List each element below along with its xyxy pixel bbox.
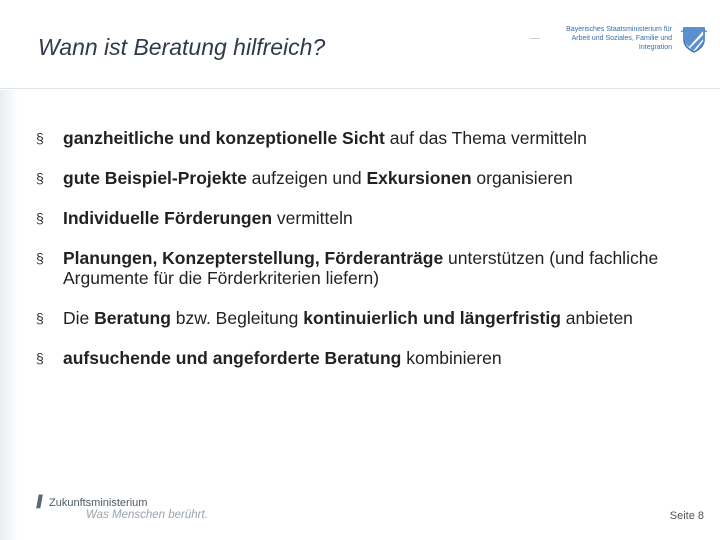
ministry-name-line2: Arbeit und Soziales, Familie und Integration [571,34,672,51]
bullet-item [36,248,686,288]
bullet-bold: gute Beispiel-Projekte [63,168,247,188]
bullet-text: anbieten [560,308,633,328]
bullet-item [36,348,686,368]
ministry-name-line1: Bayerisches Staatsministerium für [566,25,672,33]
bullet-item [36,168,686,188]
bavarian-coat-of-arms-icon [678,22,710,54]
bullet-text: vermitteln [272,208,353,228]
bullet-item [36,128,686,148]
page-number: Seite 8 [669,510,704,522]
bullet-item [36,208,686,228]
bullet-text: unterstützen (und fachliche Argumente für die Förderkriterien liefern) [63,248,659,288]
bullet-bold: Individuelle Förderungen [63,208,273,228]
zukunftsministerium-logo [36,492,216,522]
bullet-marker: § [36,170,44,186]
ministry-name [546,25,672,52]
bullet-bold: kontinuierlich und längerfristig [303,308,561,328]
logo-name: Zukunftsministerium [49,497,148,509]
bullet-text: organisieren [471,168,573,188]
bullet-bold: Planungen, Konzepterstellung, Förderanträge [63,248,444,268]
bullet-bold: Beratung [94,308,171,328]
bullet-text: kombinieren [401,348,502,368]
logo-slashes: // [36,492,41,512]
bullet-text: Die [63,308,95,328]
logo-divider [530,38,540,39]
bullet-marker: § [36,350,44,366]
bullet-marker: § [36,250,44,266]
slide-title: Wann ist Beratung hilfreich? [38,34,326,60]
left-edge-shade [0,90,18,540]
bullet-bold: Exkursionen [366,168,472,188]
bullet-list [36,128,686,368]
bullet-bold: ganzheitliche und konzeptionelle Sicht [63,128,385,148]
header-divider [0,88,720,89]
bullet-text: aufzeigen und [246,168,367,188]
bullet-marker: § [36,310,44,326]
logo-claim: Was Menschen berührt. [86,509,208,521]
bullet-text: bzw. Begleitung [170,308,304,328]
bullet-item [36,308,686,328]
bullet-marker: § [36,210,44,226]
bullet-text: auf das Thema vermitteln [384,128,587,148]
bullet-marker: § [36,130,44,146]
bullet-bold: aufsuchende und angeforderte Beratung [63,348,402,368]
ministry-logo [530,20,710,56]
